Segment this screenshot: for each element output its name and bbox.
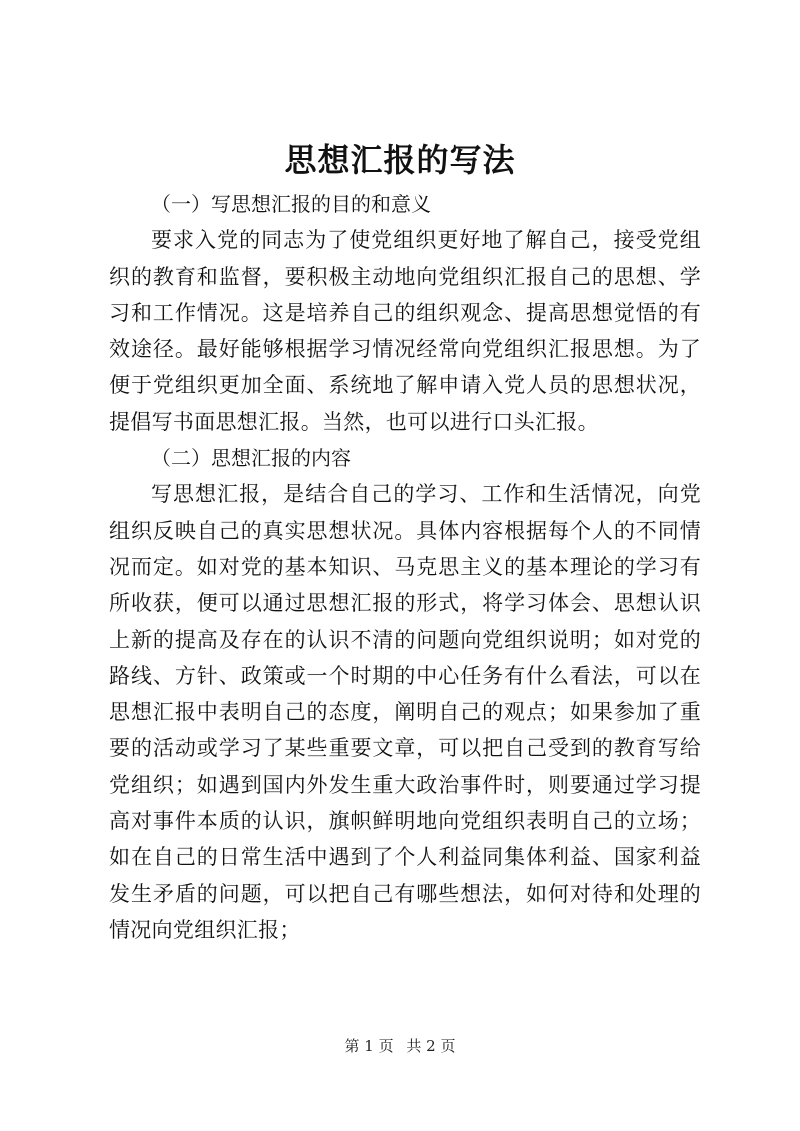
section-paragraph-1: 要求入党的同志为了使党组织更好地了解自己，接受党组织的教育和监督，要积极主动地向党组织汇报自己的思想、学习和工作情况。这是培养自己的组织观念、提高思想觉悟的有效途径。最好能够根据学习情况经常向党组织汇报思想。为了便于党组织更加全面、系统地了解申请入党人员的思想状况，提倡写书面思想汇报。当然，也可以进行口头汇报。: [109, 228, 701, 434]
section-paragraph-2: 写思想汇报，是结合自己的学习、工作和生活情况，向党组织反映自己的真实思想状况。具体内容根据每个人的不同情况而定。如对党的基本知识、马克思主义的基本理论的学习有所收获，便可以通过思想汇报的形式，将学习体会、思想认识上新的提高及存在的认识不清的问题向党组织说明；如对党的路线、方针、政策或一个时期的中心任务有什么看法，可以在思想汇报中表明自己的态度，阐明自己的观点；如果参加了重要的活动或学习了某些重要文章，可以把自己受到的教育写给党组织；如遇到国内外发生重大政治事件时，则要通过学习提高对事件本质的认识，旗帜鲜明地向党组织表明自己的立场；如在自己的日常生活中遇到了个人利益同集体利益、国家利益发生矛盾的问题，可以把自己有哪些想法，如何对待和处理的情况向党组织汇报；: [109, 482, 701, 942]
document-body: [109, 186, 701, 948]
page-number: 第 1 页: [344, 1037, 394, 1055]
page-footer: [0, 1036, 800, 1056]
section-heading-1: （一）写思想汇报的目的和意义: [151, 192, 431, 216]
section-heading-2: （二）思想汇报的内容: [151, 446, 351, 471]
page-total: 共 2 页: [406, 1037, 456, 1055]
document-title: 思想汇报的写法: [284, 141, 516, 179]
